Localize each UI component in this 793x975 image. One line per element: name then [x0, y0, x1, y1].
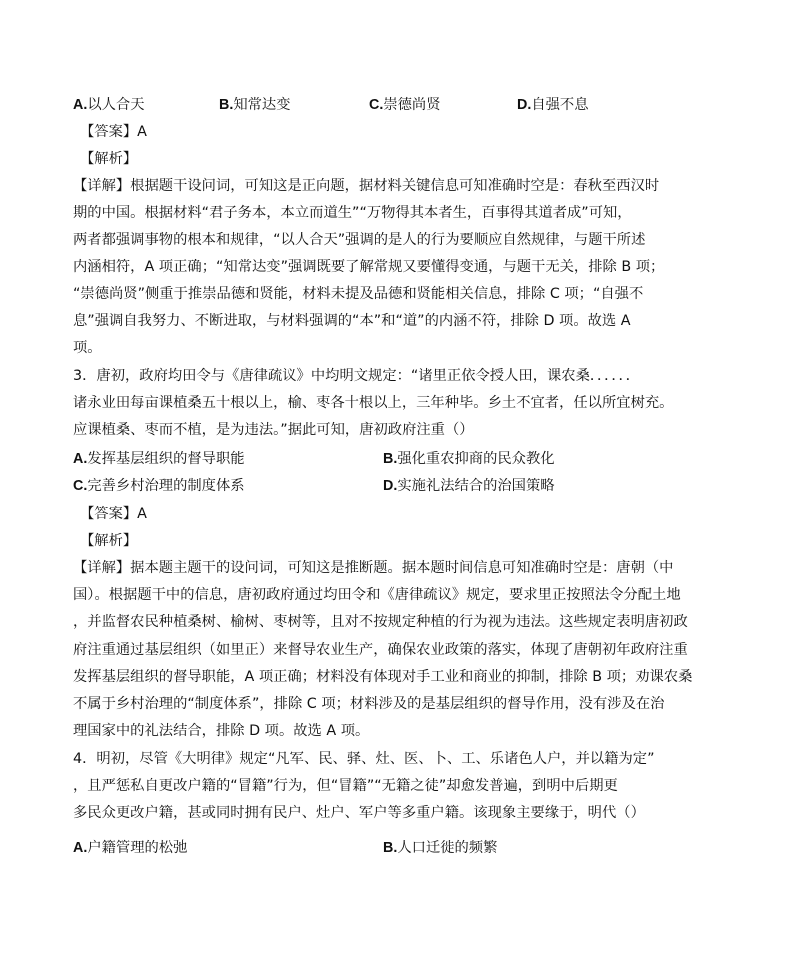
q3-answer: 【答案】A [80, 506, 147, 522]
q2-answer: 【答案】A [80, 124, 147, 140]
q2-detail-line: “崇德尚贤”侧重于推崇品德和贤能，材料未提及品德和贤能相关信息，排除 C 项；“自强不 [73, 286, 644, 302]
q3-stem-line: 诸永业田每亩课植桑五十根以上，榆、枣各十根以上，三年种毕。乡土不宜者，任以所宜树充。 [73, 395, 674, 411]
q3-detail-line: 理国家中的礼法结合，排除 D 项。故选 A 项。 [73, 723, 370, 739]
option-text: 发挥基层组织的督导职能 [87, 451, 245, 467]
q3-option-c [73, 476, 245, 496]
q2-detail-line: 两者都强调事物的根本和规律，“以人合天”强调的是人的行为要顺应自然规律，与题干所述 [73, 232, 646, 248]
q2-analysis-label: 【解析】 [80, 151, 138, 167]
q3-option-d [383, 476, 555, 496]
option-text: 完善乡村治理的制度体系 [87, 478, 245, 494]
q2-option-c [369, 95, 441, 115]
q3-detail-line: 【详解】据本题主题干的设问词，可知这是推断题。据本题时间信息可知准确时空是：唐朝（中 [73, 560, 674, 576]
q2-detail-line: 内涵相符，A 项正确；“知常达变”强调既要了解常规又要懂得变通，与题干无关，排除 B 项； [73, 259, 665, 275]
q3-option-a [73, 449, 245, 469]
q2-detail-line: 项。 [73, 340, 102, 356]
option-letter: A. [73, 840, 88, 856]
option-letter: C. [369, 97, 384, 113]
q3-option-b [383, 449, 555, 469]
q3-stem-line: 3．唐初，政府均田令与《唐律疏议》中均明文规定：“诸里正依令授人田，课农桑．．．．．． [73, 368, 640, 384]
option-text: 人口迁徙的频繁 [397, 840, 498, 856]
q4-option-b [383, 838, 497, 858]
q2-detail-line: 【详解】根据题干设问词，可知这是正向题，据材料关键信息可知准确时空是：春秋至西汉时 [73, 178, 660, 194]
q4-stem-line: 4．明初，尽管《大明律》规定“凡军、民、驿、灶、医、卜、工、乐诸色人户，并以籍为定” [73, 751, 655, 767]
q2-option-a [73, 95, 145, 115]
option-letter: B. [383, 840, 398, 856]
q3-stem-line: 应课植桑、枣而不植，是为违法。”据此可知，唐初政府注重（） [73, 422, 474, 438]
option-text: 以人合天 [87, 97, 145, 113]
q2-option-d [517, 95, 589, 115]
option-text: 实施礼法结合的治国策略 [397, 478, 555, 494]
q4-option-a [73, 838, 187, 858]
option-letter: B. [219, 97, 234, 113]
q4-stem-line: 多民众更改户籍，甚或同时拥有民户、灶户、军户等多重户籍。该现象主要缘于，明代（） [73, 805, 645, 821]
option-text: 户籍管理的松弛 [87, 840, 188, 856]
option-letter: C. [73, 478, 88, 494]
q3-analysis-label: 【解析】 [80, 533, 138, 549]
option-letter: B. [383, 451, 398, 467]
q4-stem-line: ，且严惩私自更改户籍的“冒籍”行为，但“冒籍”“无籍之徒”却愈发普遍，到明中后期更 [73, 778, 618, 794]
q2-option-b [219, 95, 291, 115]
option-text: 自强不息 [531, 97, 589, 113]
q3-detail-line: ，并监督农民种植桑树、榆树、枣树等，且对不按规定种植的行为视为违法。这些规定表明唐初政 [73, 614, 688, 630]
option-letter: A. [73, 97, 88, 113]
option-letter: D. [517, 97, 532, 113]
option-letter: D. [383, 478, 398, 494]
q3-detail-line: 不属于乡村治理的“制度体系”，排除 C 项；材料涉及的是基层组织的督导作用，没有涉及在治 [73, 696, 665, 712]
q3-detail-line: 发挥基层组织的督导职能，A 项正确；材料没有体现对手工业和商业的抑制，排除 B 项；劝课农桑 [73, 669, 693, 685]
option-text: 崇德尚贤 [383, 97, 441, 113]
option-text: 知常达变 [233, 97, 291, 113]
q2-detail-line: 息”强调自我努力、不断进取，与材料强调的“本”和“道”的内涵不符，排除 D 项。故选 A [73, 313, 631, 329]
q3-detail-line: 府注重通过基层组织（如里正）来督导农业生产，确保农业政策的落实，体现了唐朝初年政府注重 [73, 642, 688, 658]
q3-detail-line: 国）。根据题干中的信息，唐初政府通过均田令和《唐律疏议》规定，要求里正按照法令分配土地 [73, 587, 681, 603]
option-text: 强化重农抑商的民众教化 [397, 451, 555, 467]
option-letter: A. [73, 451, 88, 467]
q2-detail-line: 期的中国。根据材料“君子务本，本立而道生”“万物得其本者生，百事得其道者成”可知， [73, 205, 632, 221]
